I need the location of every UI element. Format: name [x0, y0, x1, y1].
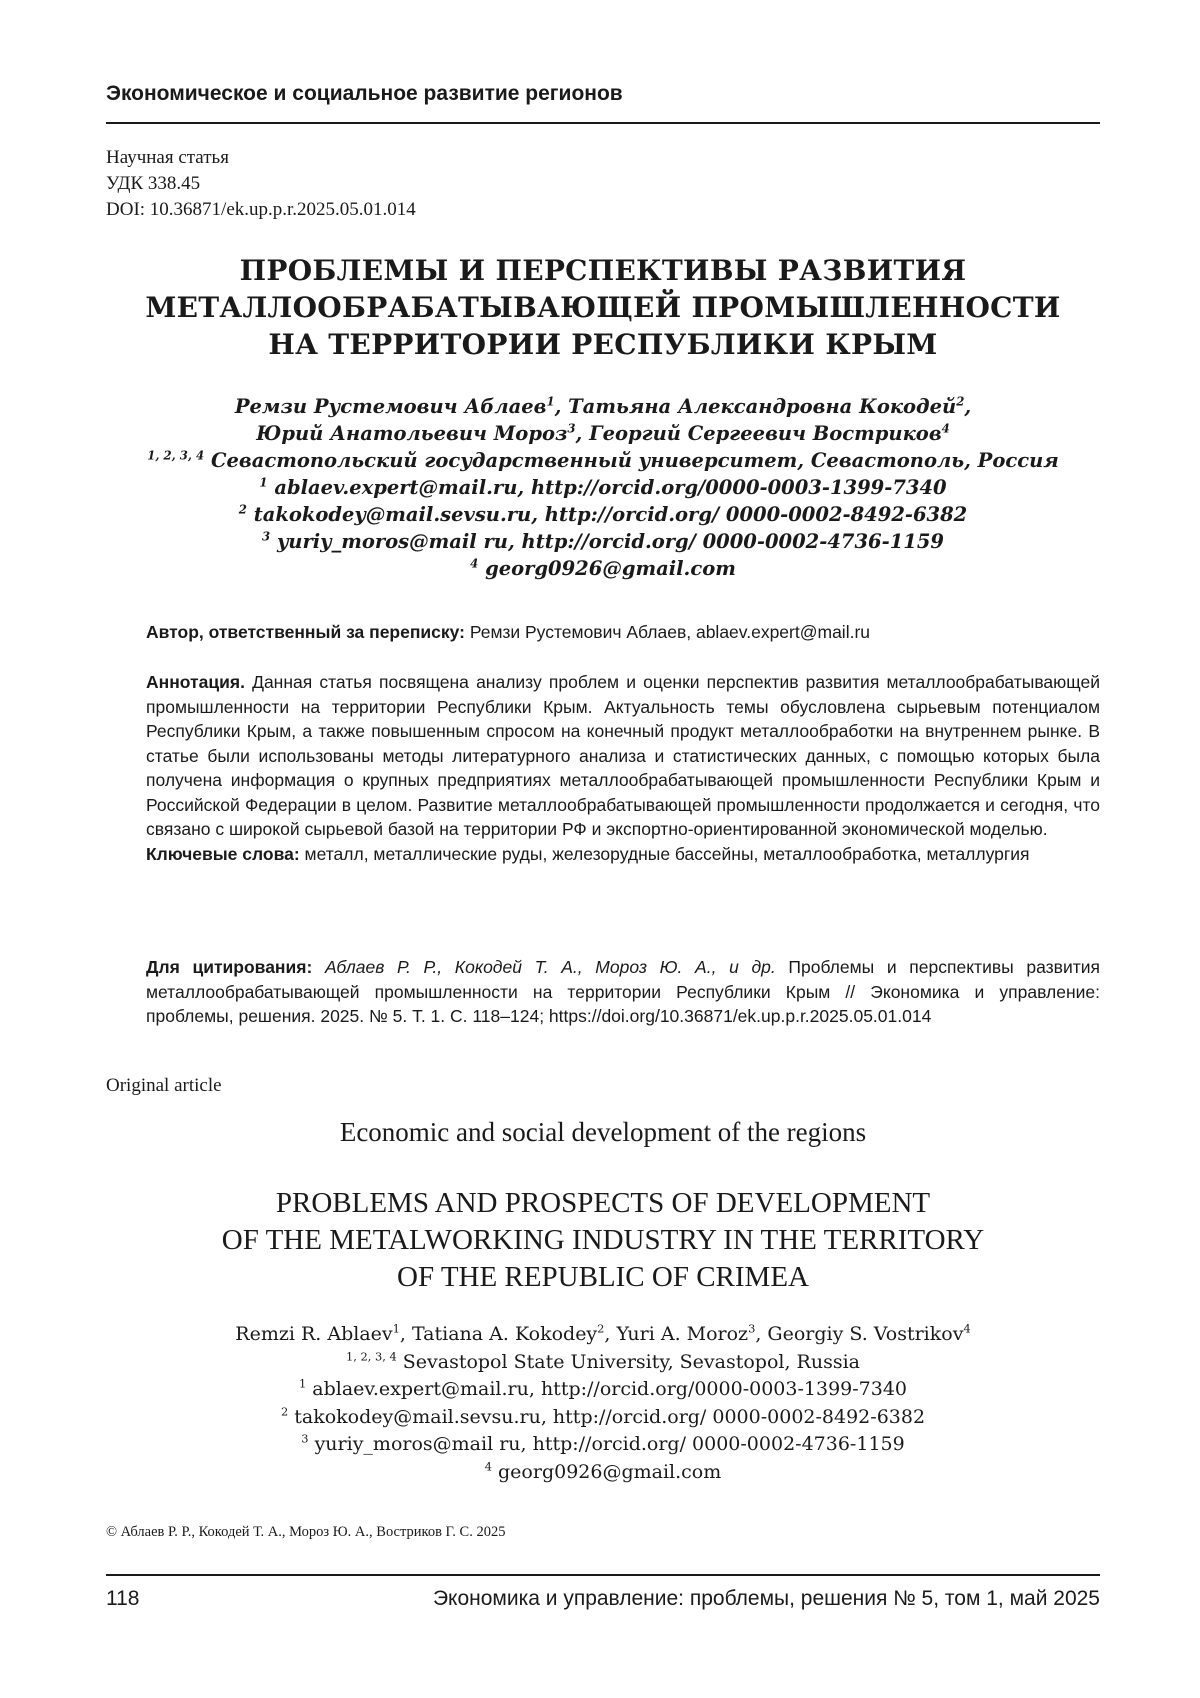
- contact-link[interactable]: yuriy_moros@mail ru, http://orcid.org/ 0000-0002-4736-1159: [276, 530, 944, 553]
- contact-sup: 1: [298, 1376, 307, 1391]
- en-section-title: Economic and social development of the regions: [339, 1117, 867, 1147]
- contact-link[interactable]: takokodey@mail.sevsu.ru, http://orcid.org/ 0000-0002-8492-6382: [253, 503, 968, 526]
- footer-divider: [106, 1574, 1100, 1576]
- citation-text: Проблемы и перспективы развития металлообрабатывающей промышленности на территории Республики Крым // Экономика и управление: проблемы, решения. 2025. № 5. Т. 1. С. 118–124; https://doi.org/10.36871/ek.up.p.r.2025.05.01.014: [146, 957, 1100, 1026]
- author-sup: 4: [941, 421, 950, 436]
- en-title: [106, 1185, 1100, 1296]
- ru-contact: [106, 474, 1100, 501]
- en-article-type: Original article: [106, 1075, 222, 1096]
- contact-link[interactable]: ablaev.expert@mail.ru, http://orcid.org/0000-0003-1399-7340: [312, 1378, 908, 1400]
- en-authors-block: [106, 1321, 1100, 1486]
- en-contact: [106, 1376, 1100, 1404]
- author-sup: 4: [963, 1321, 971, 1336]
- citation: [146, 955, 1100, 1029]
- abstract-label: Аннотация.: [146, 672, 245, 692]
- en-contact: [106, 1404, 1100, 1432]
- copyright-notice: © Аблаев Р. Р., Кокодей Т. А., Мороз Ю. А., Востриков Г. С. 2025: [106, 1524, 506, 1540]
- keywords-label: Ключевые слова:: [146, 843, 300, 864]
- ru-title-line: НА ТЕРРИТОРИИ РЕСПУБЛИКИ КРЫМ: [268, 328, 938, 361]
- ru-authors-block: [106, 393, 1100, 582]
- ru-authors-line: Ремзи Рустемович Аблаев$^1$, Татьяна Александровна Кокодей$^2$,: [234, 394, 972, 418]
- article-page: [106, 0, 1100, 1698]
- affiliation-text: Sevastopol State University, Sevastopol, Russia: [402, 1350, 861, 1373]
- author-sup: 1: [392, 1321, 400, 1336]
- ru-contact: [106, 528, 1100, 555]
- citation-label: Для цитирования:: [146, 957, 313, 977]
- contact-sup: 3: [262, 529, 271, 544]
- keywords-text: металл, металлические руды, железорудные бассейны, металлообработка, металлургия: [299, 843, 1030, 864]
- page-number: 118: [106, 1587, 140, 1610]
- author-name: Tatiana A. Kokodey: [411, 1323, 598, 1345]
- keywords: [146, 842, 1100, 867]
- correspondence-label: Автор, ответственный за переписку:: [146, 622, 466, 642]
- ru-contact: [106, 501, 1100, 528]
- contact-sup: 4: [484, 1459, 492, 1474]
- correspondence: [146, 620, 1100, 645]
- author-name: Remzi R. Ablaev: [235, 1323, 393, 1345]
- contact-sup: 2: [280, 1404, 289, 1419]
- udc-code: УДК 338.45: [106, 173, 201, 194]
- author-sup: 3: [748, 1321, 756, 1336]
- en-contact: [106, 1459, 1100, 1487]
- abstract-block: [146, 670, 1100, 866]
- contact-sup: 3: [301, 1431, 309, 1446]
- article-meta: [106, 145, 416, 223]
- author-sup: 1: [546, 394, 555, 409]
- author-sup: 3: [567, 421, 576, 436]
- affiliation-sup: 1, 2, 3, 4: [345, 1349, 397, 1364]
- en-affiliation: [106, 1349, 1100, 1377]
- running-head: Экономическое и социальное развитие регионов: [106, 82, 623, 105]
- en-title-line: OF THE REPUBLIC OF CRIMEA: [397, 1261, 809, 1293]
- contact-sup: 4: [470, 556, 479, 571]
- ru-title: [106, 252, 1100, 363]
- abstract: [146, 670, 1100, 842]
- en-authors-line: Remzi R. Ablaev$^1$, Tatiana A. Kokodey$^2$, Yuri A. Moroz$^3$, Georgiy S. Vostrikov$^4$: [235, 1321, 971, 1345]
- author-name: Татьяна Александровна Кокодей: [568, 395, 957, 418]
- author-name: Yuri A. Moroz: [616, 1323, 749, 1345]
- author-name: Георгий Сергеевич Востриков: [589, 422, 942, 445]
- en-contact: [106, 1431, 1100, 1459]
- author-name: Ремзи Рустемович Аблаев: [234, 395, 547, 418]
- citation-authors: Аблаев Р. Р., Кокодей Т. А., Мороз Ю. А., и др.: [312, 957, 776, 977]
- ru-title-line: ПРОБЛЕМЫ И ПЕРСПЕКТИВЫ РАЗВИТИЯ: [239, 254, 967, 287]
- contact-link[interactable]: yuriy_moros@mail ru, http://orcid.org/ 0000-0002-4736-1159: [314, 1433, 905, 1455]
- ru-title-line: МЕТАЛЛООБРАБАТЫВАЮЩЕЙ ПРОМЫШЛЕННОСТИ: [145, 291, 1061, 324]
- contact-link[interactable]: ablaev.expert@mail.ru, http://orcid.org/0000-0003-1399-7340: [274, 476, 947, 499]
- correspondence-text: Ремзи Рустемович Аблаев, ablaev.expert@mail.ru: [465, 622, 871, 642]
- author-name: Юрий Анатольевич Мороз: [256, 422, 568, 445]
- abstract-text: Данная статья посвящена анализу проблем и оценки перспектив развития металлообрабатывающей промышленности на территории Республики Крым. Актуальность темы обусловлена сырьевым потенциалом Республики Крым, а также повышенным спросом на конечный продукт металлообработки на внутреннем рынке. В статье были использованы методы литературного анализа и статистических данных, с помощью которых была получена информация о крупных предприятиях металлообрабатывающей промышленности Республики Крым и Российской Федерации в целом. Развитие металлообрабатывающей промышленности продолжается и сегодня, что связано с широкой сырьевой базой на территории РФ и экспортно-ориентированной экономической моделью.: [146, 672, 1100, 839]
- en-title-line: OF THE METALWORKING INDUSTRY IN THE TERRITORY: [221, 1224, 985, 1256]
- contact-link[interactable]: takokodey@mail.sevsu.ru, http://orcid.org/ 0000-0002-8492-6382: [294, 1405, 926, 1428]
- affiliation-text: Севастопольский государственный университет, Севастополь, Россия: [210, 449, 1059, 472]
- article-type: Научная статья: [106, 147, 229, 168]
- author-name: Georgiy S. Vostrikov: [767, 1323, 964, 1345]
- doi: DOI: 10.36871/ek.up.p.r.2025.05.01.014: [106, 199, 416, 220]
- header-divider: [106, 122, 1100, 124]
- contact-link[interactable]: georg0926@gmail.com: [498, 1460, 722, 1483]
- author-sup: 2: [956, 394, 965, 409]
- ru-affiliation: [106, 447, 1100, 474]
- contact-link[interactable]: georg0926@gmail.com: [485, 557, 736, 580]
- contact-sup: 2: [238, 502, 247, 517]
- ru-contact: [106, 555, 1100, 582]
- journal-footer: Экономика и управление: проблемы, решения № 5, том 1, май 2025: [432, 1587, 1100, 1610]
- affiliation-sup: 1, 2, 3, 4: [147, 448, 205, 463]
- author-sup: 2: [597, 1321, 605, 1336]
- contact-sup: 1: [259, 475, 268, 490]
- ru-authors-line: Юрий Анатольевич Мороз$^3$, Георгий Сергеевич Востриков$^4$: [256, 421, 950, 445]
- en-title-line: PROBLEMS AND PROSPECTS OF DEVELOPMENT: [275, 1187, 931, 1219]
